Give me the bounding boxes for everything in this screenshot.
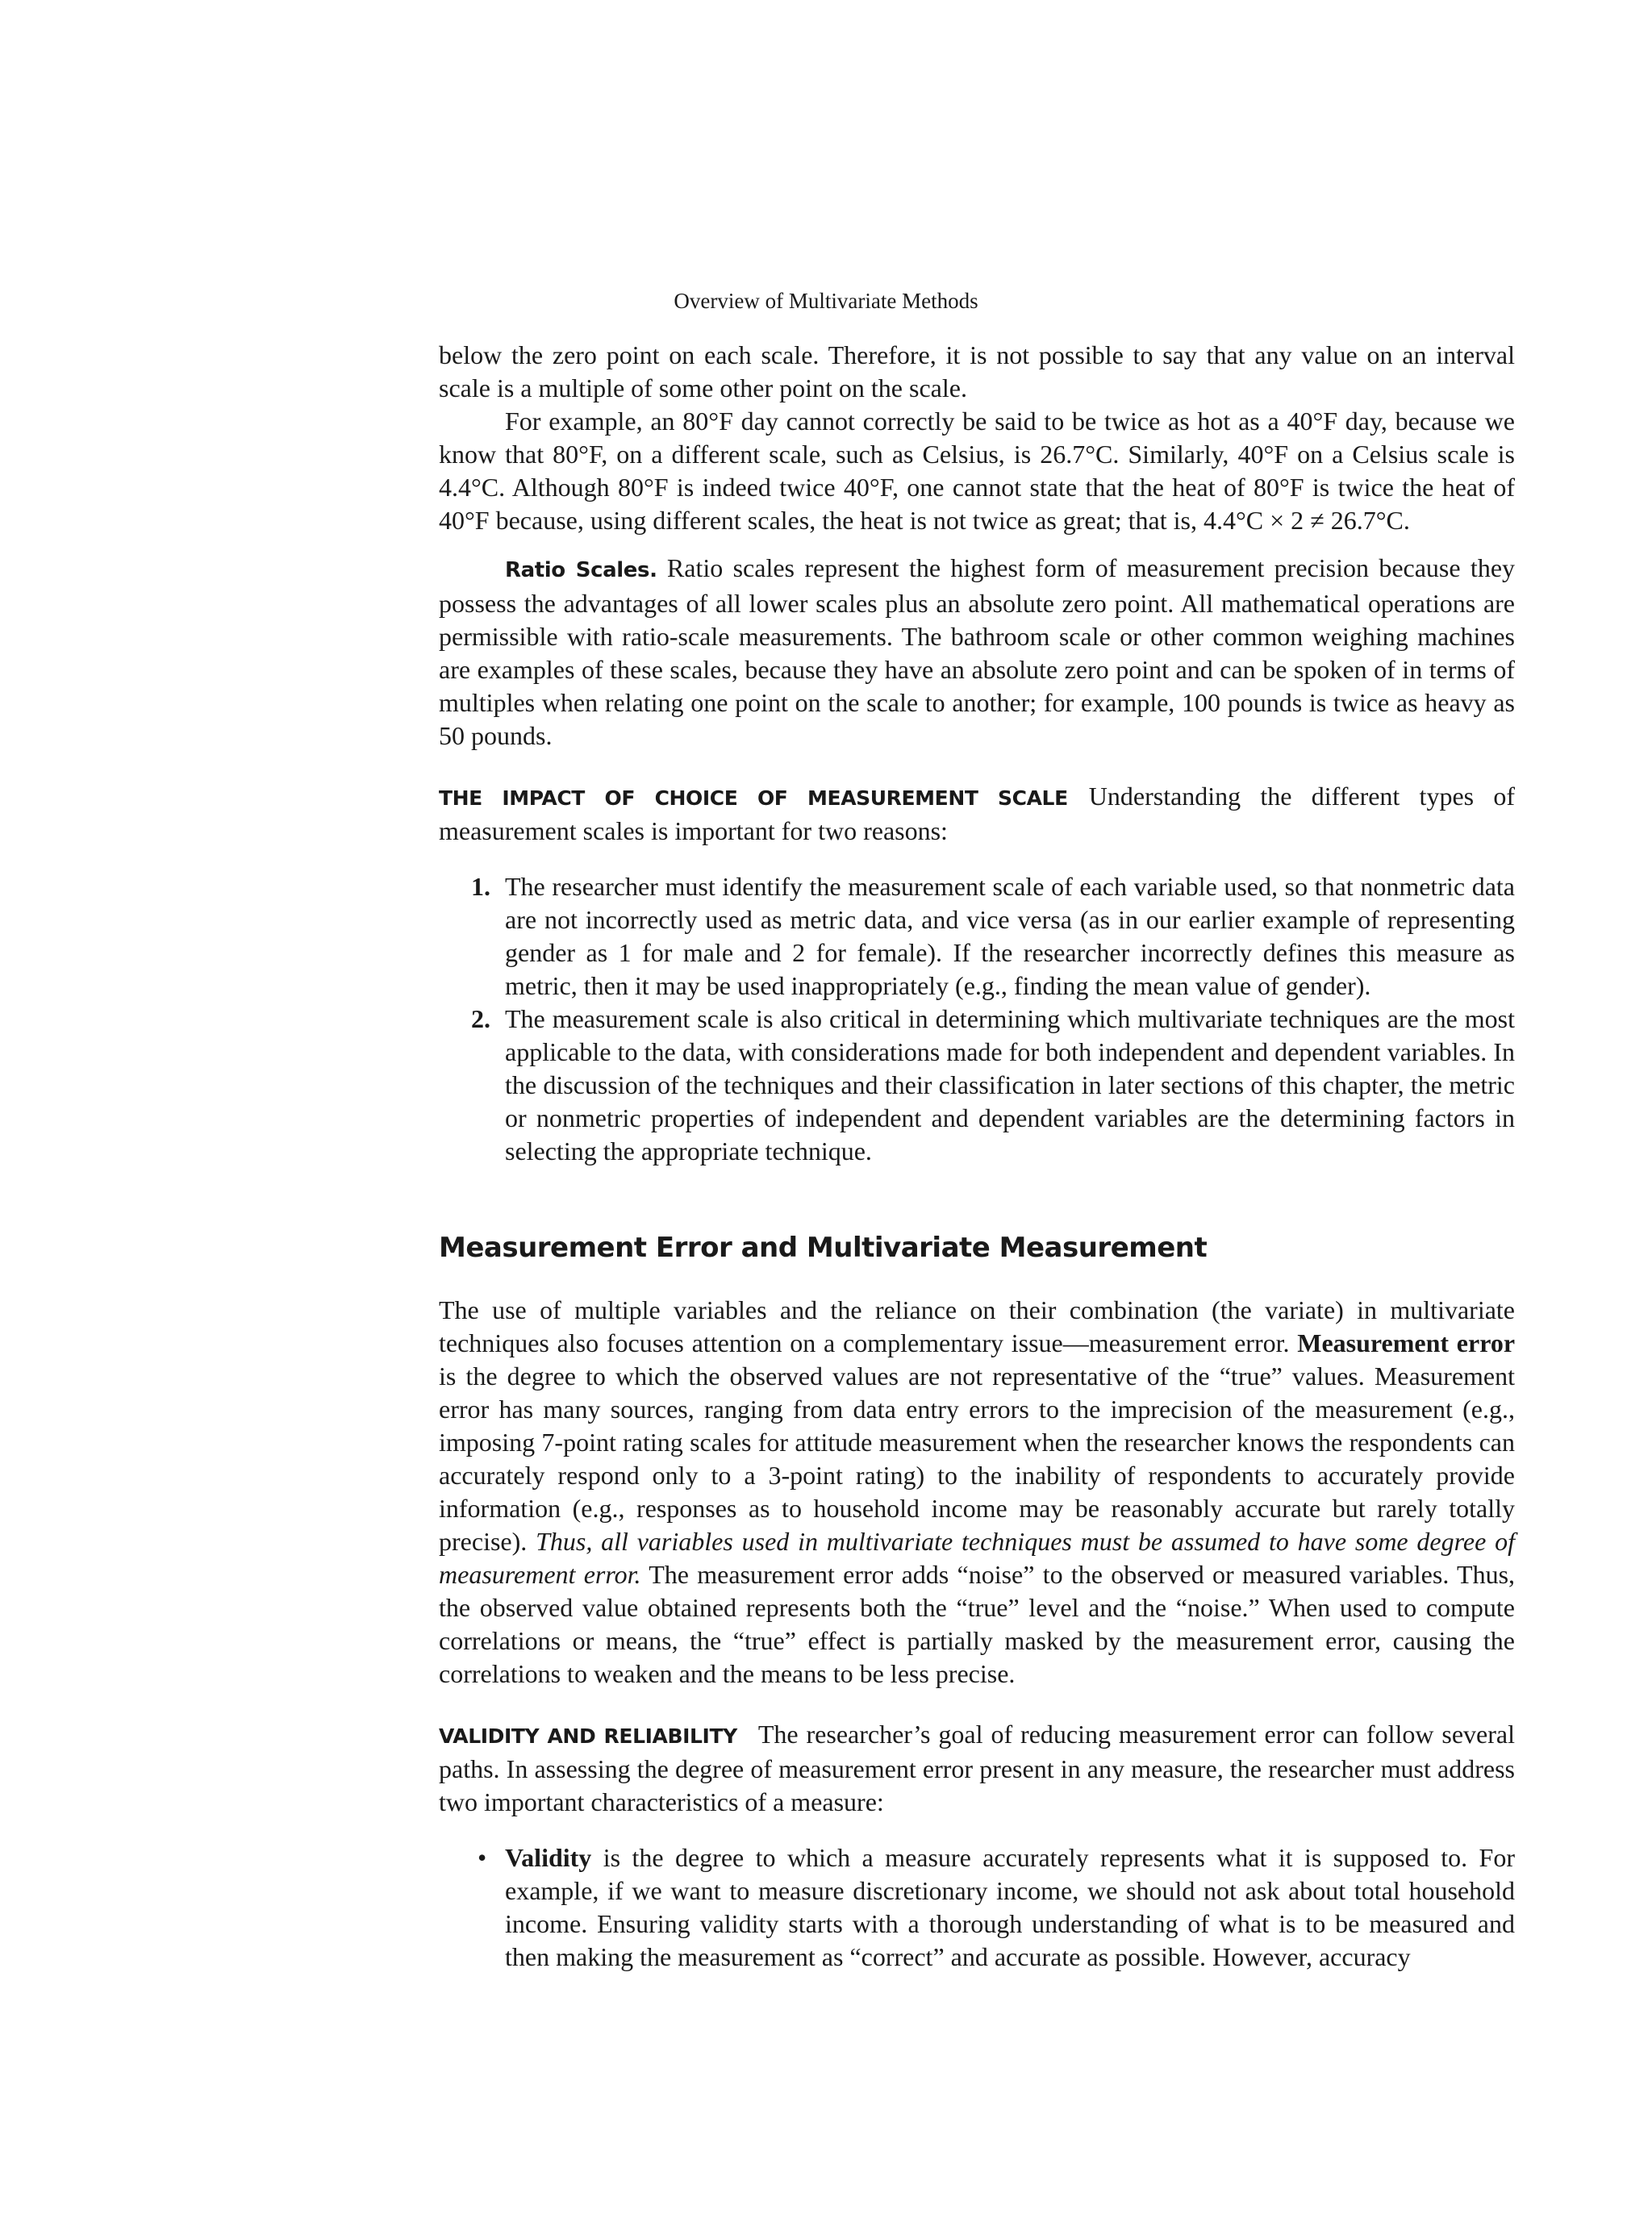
characteristics-list [439, 1841, 1515, 1974]
measurement-error-intro: The use of multiple variables and the reliance on their combination (the variate) in multivariate techniques also focuses attention on a complementary issue—measurement error. [439, 1295, 1515, 1357]
validity-definition: is the degree to which a measure accurately represents what it is supposed to. For example, if we want to measure discretionary income, we should not ask about total household income. Ensuring validity starts with a thorough understanding of what is to be measured and then making the measurement as “correct” and accurate as possible. However, accuracy [505, 1843, 1516, 1971]
list-item-text: The measurement scale is also critical in determining which multivariate techniques are the most applicable to the data, with considerations made for both independent and dependent variables. In the discussion of the techniques and their classification in later sections of this chapter, the metric or nonmetric properties of independent and dependent variables are the determining factors in selecting the appropriate technique. [505, 1004, 1515, 1165]
list-item [439, 1003, 1515, 1168]
reasons-list [439, 870, 1515, 1168]
ratio-scales-heading: Ratio Scales. [505, 558, 657, 582]
paragraph-impact [439, 780, 1515, 848]
paragraph-measurement-error [439, 1294, 1515, 1691]
bullet-marker: • [478, 1843, 487, 1872]
measurement-error-noise: The measurement error adds “noise” to the observed or measured variables. Thus, the observed value obtained represents both the “true” level and the “noise.” When used to compute correlations or means, the “true” effect is partially masked by the measurement error, causing the correlations to weaken and the means to be less precise. [439, 1560, 1516, 1688]
measurement-error-term: Measurement error [1297, 1328, 1516, 1357]
page-body [439, 339, 1515, 1974]
impact-heading: THE IMPACT OF CHOICE OF MEASUREMENT SCALE [439, 786, 1068, 810]
list-number: 2. [471, 1004, 490, 1033]
section-title: Measurement Error and Multivariate Measurement [439, 1232, 1208, 1264]
impact-text: Understanding the different types of measurement scales is important for two reasons: [439, 782, 1516, 845]
list-item [439, 1841, 1515, 1974]
validity-term: Validity [505, 1843, 592, 1872]
paragraph-fahrenheit-example: For example, an 80°F day cannot correctly be said to be twice as hot as a 40°F day, because we know that 80°F, on a different scale, such as Celsius, is 26.7°C. Similarly, 40°F on a Celsius scale is 4.4°C. Although 80°F is indeed twice 40°F, one cannot state that the heat of 80°F is twice the heat of 40°F because, using different scales, the heat is not twice as great; that is, 4.4°C × 2 ≠ 26.7°C. [439, 407, 1515, 535]
ratio-scales-text: Ratio scales represent the highest form of measurement precision because they possess the advantages of all lower scales plus an absolute zero point. All mathematical operations are permissible with ratio-scale measurements. The bathroom scale or other common weighing machines are examples of these scales, because they have an absolute zero point and can be spoken of in terms of multiples when relating one point on the scale to another; for example, 100 pounds is twice as heavy as 50 pounds. [439, 553, 1516, 750]
list-number: 1. [471, 872, 490, 901]
measurement-error-emphasis: Thus, all variables used in multivariate techniques must be assumed to have some degree of measurement error. [439, 1527, 1516, 1589]
validity-reliability-heading: VALIDITY AND RELIABILITY [439, 1724, 737, 1748]
running-head: Overview of Multivariate Methods [674, 289, 978, 313]
list-item-text: The researcher must identify the measurement scale of each variable used, so that nonmetric data are not incorrectly used as metric data, and vice versa (as in our earlier example of representing gender as 1 for male and 2 for female). If the researcher incorrectly defines this measure as metric, then it may be used inappropriately (e.g., finding the mean value of gender). [505, 872, 1515, 1000]
paragraph-validity-reliability [439, 1718, 1515, 1819]
validity-reliability-text: The researcher’s goal of reducing measurement error can follow several paths. In assessing the degree of measurement error present in any measure, the researcher must address two important characteristics of a measure: [439, 1720, 1515, 1816]
list-item [439, 870, 1515, 1003]
paragraph-ratio-scales [439, 552, 1515, 753]
measurement-error-definition: is the degree to which the observed values are not representative of the “true” values. Measurement error has many sources, ranging from data entry errors to the imprecision of the measurement (e.g., imposing 7-point rating scales for attitude measurement when the researcher knows the respondents can accurately respond only to a 3-point rating) to the inability of respondents to accurately provide information (e.g., responses as to household income may be reasonably accurate but rarely totally precise). [439, 1361, 1515, 1556]
paragraph-continuation: below the zero point on each scale. Therefore, it is not possible to say that any value on an interval scale is a multiple of some other point on the scale. [439, 340, 1515, 402]
